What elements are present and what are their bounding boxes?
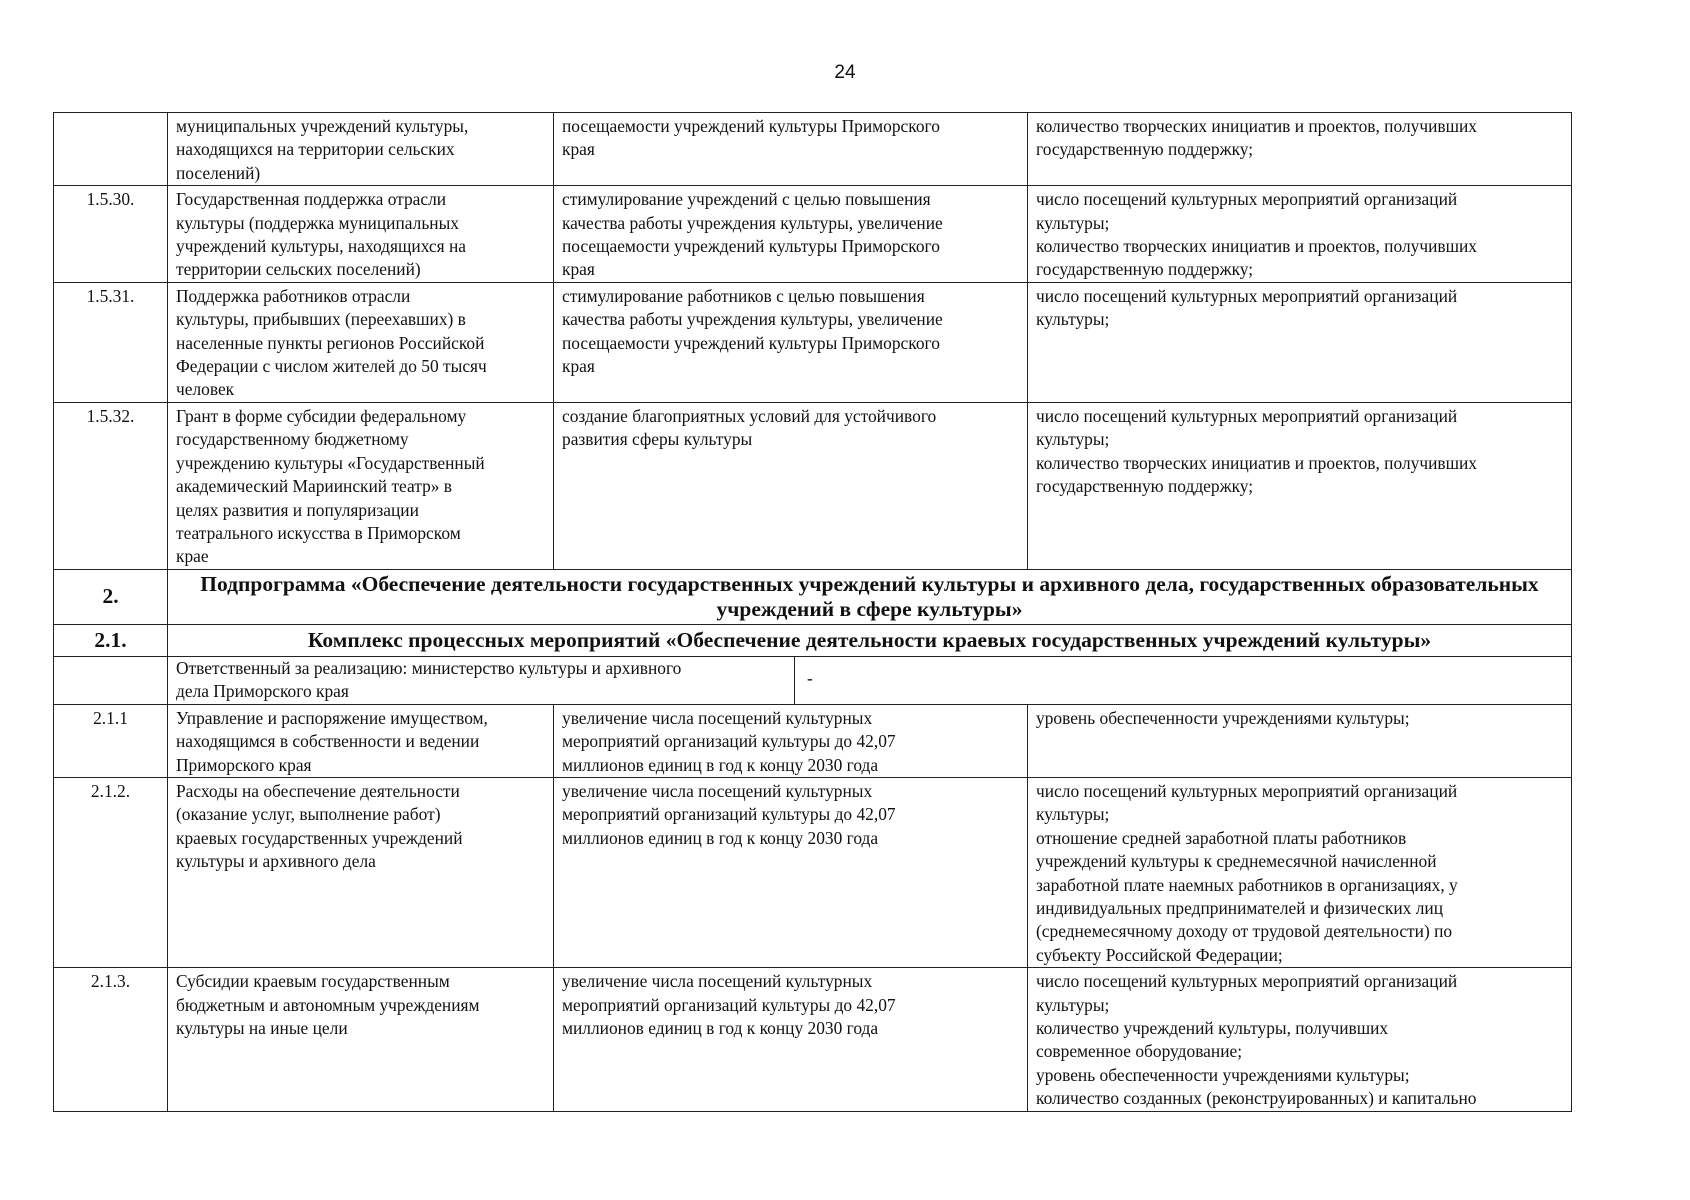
table-row bbox=[54, 777, 1572, 967]
responsible-value: - bbox=[794, 657, 1571, 704]
indicator: число посещений культурных мероприятий организаций культуры; количество учреждений культуры, получивших современное оборудование; уровень обеспеченности учреждениями культуры; количество созданных (реконструированных) и капитально bbox=[1028, 968, 1572, 1111]
indicator: число посещений культурных мероприятий организаций культуры; количество творческих инициатив и проектов, получивших государственную поддержку; bbox=[1028, 186, 1572, 283]
section-number: 2. bbox=[54, 569, 168, 624]
measure-name: Государственная поддержка отрасли культуры (поддержка муниципальных учреждений культуры, находящихся на территории сельских поселений) bbox=[168, 186, 554, 283]
measure-name: Грант в форме субсидии федеральному государственному бюджетному учреждению культуры «Государственный академический Мариинский театр» в целях развития и популяризации театрального искусства в Приморском крае bbox=[168, 402, 554, 569]
table-row bbox=[54, 282, 1572, 402]
indicator: число посещений культурных мероприятий организаций культуры; отношение средней заработной платы работников учреждений культуры к среднемесячной начисленной заработной плате наемных работников в организациях, у индивидуальных предпринимателей и физических лиц (среднемесячному доходу от трудовой деятельности) по субъекту Российской Федерации; bbox=[1028, 777, 1572, 967]
subsection-row bbox=[54, 624, 1572, 656]
row-number: 2.1.1 bbox=[54, 704, 168, 777]
expected-result: увеличение числа посещений культурных мероприятий организаций культуры до 42,07 миллионов единиц в год к концу 2030 года bbox=[554, 968, 1028, 1111]
measure-name: Поддержка работников отрасли культуры, прибывших (переехавших) в населенные пункты регионов Российской Федерации с числом жителей до 50 тысяч человек bbox=[168, 282, 554, 402]
section-title: Подпрограмма «Обеспечение деятельности государственных учреждений культуры и архивного дела, государственных образовательных учреждений в сфере культуры» bbox=[168, 569, 1572, 624]
row-number: 2.1.3. bbox=[54, 968, 168, 1111]
indicator: количество творческих инициатив и проектов, получивших государственную поддержку; bbox=[1028, 113, 1572, 186]
expected-result: посещаемости учреждений культуры Приморского края bbox=[554, 113, 1028, 186]
table-row bbox=[54, 402, 1572, 569]
expected-result: увеличение числа посещений культурных мероприятий организаций культуры до 42,07 миллионов единиц в год к концу 2030 года bbox=[554, 777, 1028, 967]
responsible-text: Ответственный за реализацию: министерство культуры и архивного дела Приморского края bbox=[176, 657, 682, 702]
expected-result: стимулирование учреждений с целью повышения качества работы учреждения культуры, увеличение посещаемости учреждений культуры Приморского края bbox=[554, 186, 1028, 283]
section-row bbox=[54, 569, 1572, 624]
measure-name: Управление и распоряжение имуществом, находящимся в собственности и ведении Приморского края bbox=[168, 704, 554, 777]
indicator: число посещений культурных мероприятий организаций культуры; количество творческих инициатив и проектов, получивших государственную поддержку; bbox=[1028, 402, 1572, 569]
row-number bbox=[54, 113, 168, 186]
table-row bbox=[54, 186, 1572, 283]
row-number: 1.5.32. bbox=[54, 402, 168, 569]
program-table bbox=[53, 112, 1572, 1112]
expected-result: увеличение числа посещений культурных мероприятий организаций культуры до 42,07 миллионов единиц в год к концу 2030 года bbox=[554, 704, 1028, 777]
subsection-number: 2.1. bbox=[54, 624, 168, 656]
indicator: уровень обеспеченности учреждениями культуры; bbox=[1028, 704, 1572, 777]
responsible-number bbox=[54, 656, 168, 704]
expected-result: стимулирование работников с целью повышения качества работы учреждения культуры, увеличение посещаемости учреждений культуры Приморского края bbox=[554, 282, 1028, 402]
subsection-title: Комплекс процессных мероприятий «Обеспечение деятельности краевых государственных учреждений культуры» bbox=[168, 624, 1572, 656]
measure-name: Расходы на обеспечение деятельности (оказание услуг, выполнение работ) краевых государственных учреждений культуры и архивного дела bbox=[168, 777, 554, 967]
table-row bbox=[54, 968, 1572, 1111]
table-row bbox=[54, 704, 1572, 777]
responsible-row bbox=[54, 656, 1572, 704]
responsible-cell bbox=[168, 656, 1572, 704]
row-number: 1.5.31. bbox=[54, 282, 168, 402]
row-number: 1.5.30. bbox=[54, 186, 168, 283]
row-number: 2.1.2. bbox=[54, 777, 168, 967]
indicator: число посещений культурных мероприятий организаций культуры; bbox=[1028, 282, 1572, 402]
measure-name: муниципальных учреждений культуры, находящихся на территории сельских поселений) bbox=[168, 113, 554, 186]
page-number: 24 bbox=[834, 62, 856, 83]
table-row bbox=[54, 113, 1572, 186]
measure-name: Субсидии краевым государственным бюджетным и автономным учреждениям культуры на иные цели bbox=[168, 968, 554, 1111]
expected-result: создание благоприятных условий для устойчивого развития сферы культуры bbox=[554, 402, 1028, 569]
